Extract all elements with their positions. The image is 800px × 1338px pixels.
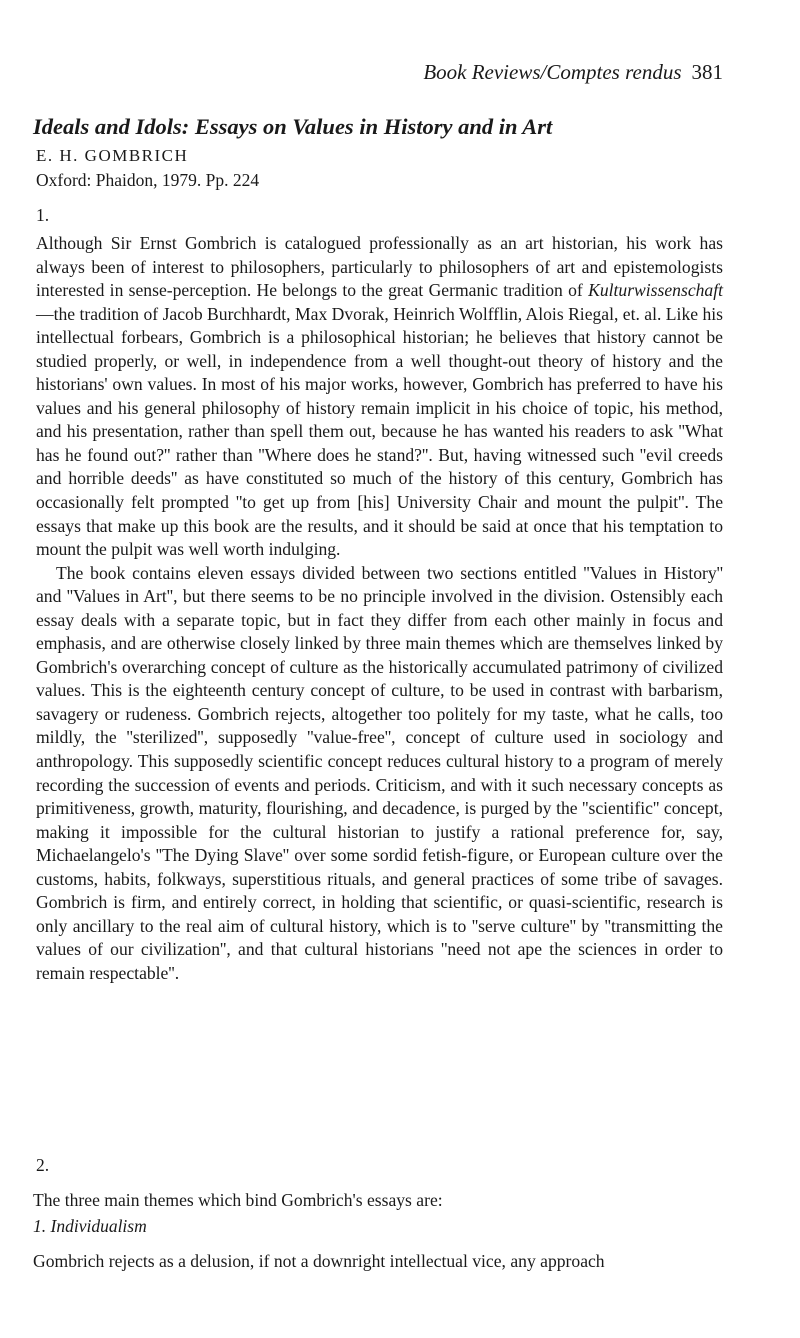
section-number-1: 1.: [36, 205, 50, 225]
section-number-2: 2.: [36, 1155, 50, 1175]
running-head-title: Book Reviews/Comptes rendus: [423, 60, 682, 84]
book-publisher: Oxford: Phaidon, 1979. Pp. 224: [36, 170, 260, 190]
section-1-body: [36, 232, 723, 986]
theme-1-text: Gombrich rejects as a delusion, if not a downright intellectual vice, any approach: [33, 1251, 605, 1271]
paragraph-1-text-b: —the tradition of Jacob Burchhardt, Max Dvorak, Heinrich Wolfflin, Alois Riegal, et. al. Like his intellectual forbears, Gombrich is a philosophical historian; he believes that history cannot be studied properly, or well, in independence from a well thought-out theory of history and the historians' own values. In most of his major works, however, Gombrich has preferred to have his values and his general philosophy of history remain implicit in his choice of topic, his method, and his presentation, rather than spell them out, because he has wanted his readers to ask ''What has he found out?'' rather than ''Where does he stand?''. But, having witnessed such ''evil creeds and horrible deeds'' as have constituted so much of the history of this century, Gombrich has occasionally felt prompted ''to get up from [his] University Chair and mount the pulpit''. The essays that make up this book are the results, and it should be said at once that his temptation to mount the pulpit was well worth indulging.: [36, 303, 723, 560]
paragraph-1: [36, 232, 723, 562]
paragraph-1-italic-term: Kulturwissenschaft: [588, 280, 723, 301]
book-title: Ideals and Idols: Essays on Values in History and in Art: [33, 114, 553, 139]
themes-intro: The three main themes which bind Gombrich's essays are:: [33, 1190, 443, 1210]
theme-1-heading: 1. Individualism: [33, 1216, 147, 1236]
book-author: E. H. GOMBRICH: [36, 146, 189, 165]
paragraph-2: The book contains eleven essays divided between two sections entitled ''Values in History'' and ''Values in Art'', but there seems to be no principle involved in the division. Ostensibly each essay deals with a separate topic, but in fact they differ from each other mainly in focus and emphasis, and are otherwise closely linked by three main themes which are themselves linked by Gombrich's overarching concept of culture as the historically accumulated patrimony of civilized values. This is the eighteenth century concept of culture, to be used in contrast with barbarism, savagery or rudeness. Gombrich rejects, altogether too politely for my taste, what he calls, too mildly, the ''sterilized'', supposedly ''value-free'', concept of culture used in sociology and anthropology. This supposedly scientific concept reduces cultural history to a program of merely recording the succession of events and periods. Criticism, and with it such necessary concepts as primitiveness, growth, maturity, flourishing, and decadence, is purged by the ''scientific'' concept, making it impossible for the cultural historian to justify a rational preference for, say, Michaelangelo's ''The Dying Slave'' over some sordid fetish-figure, or European culture over the customs, habits, folkways, superstitious rituals, and general practices of some tribe of savages. Gombrich is firm, and entirely correct, in holding that scientific, or quasi-scientific, research is only ancillary to the real aim of cultural history, which is to ''serve culture'' by ''transmitting the values of our civilization'', and that cultural historians ''need not ape the sciences in order to remain respectable''.: [36, 562, 723, 983]
running-head: [423, 58, 723, 86]
page-number: 381: [691, 60, 723, 84]
paragraph-1-text-a: Although Sir Ernst Gombrich is catalogued professionally as an art historian, his work has always been of interest to philosophers, particularly to philosophers of art and epistemologists interested in sense-perception. He belongs to the great Germanic tradition of: [36, 233, 723, 301]
